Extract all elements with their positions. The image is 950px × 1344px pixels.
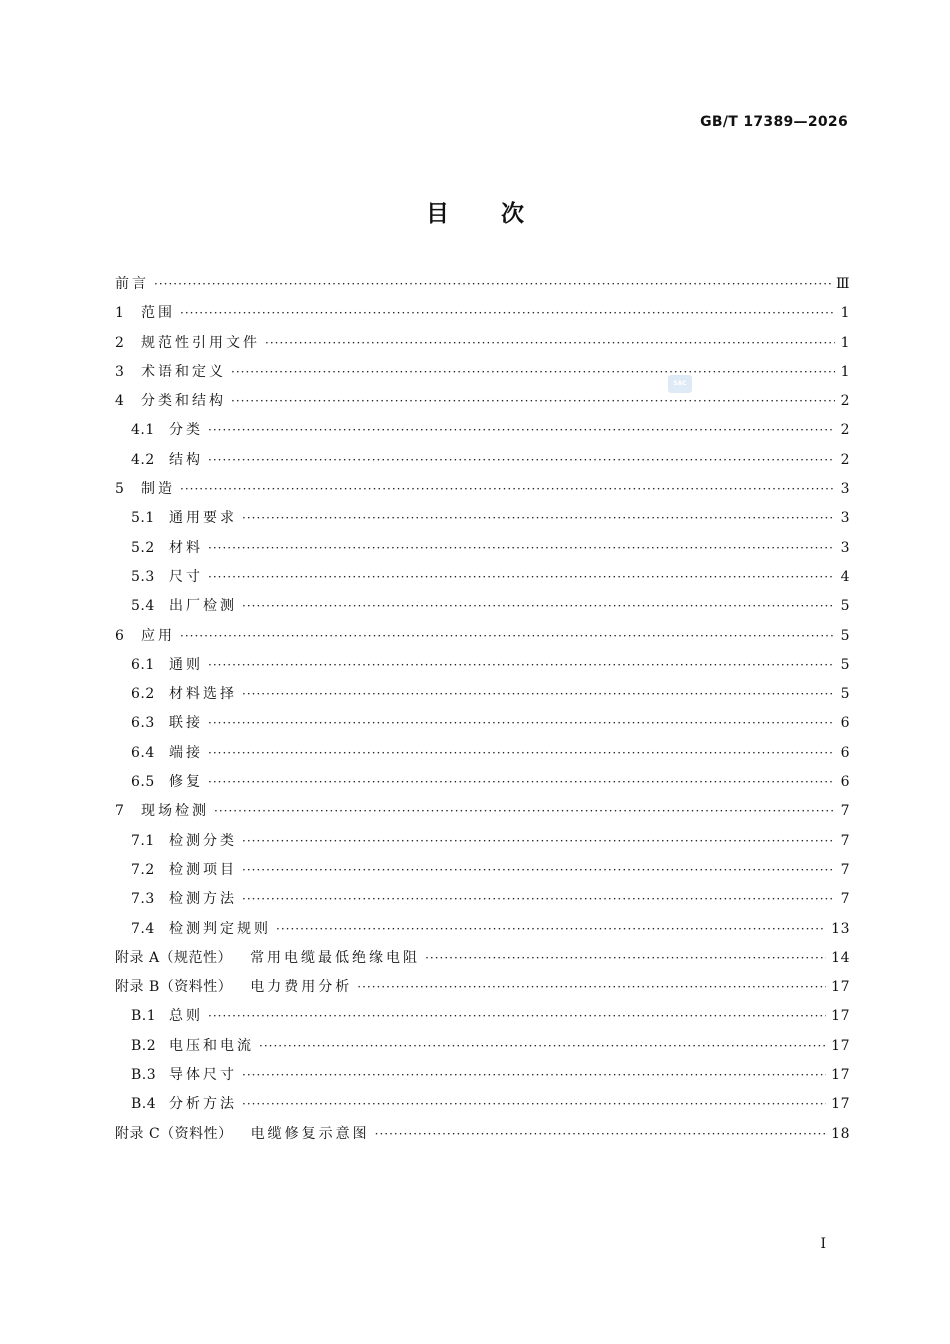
toc-entry-label: 联接 xyxy=(169,715,203,732)
toc-entry-label: 总则 xyxy=(169,1008,203,1025)
toc-entry-number: 7.1 xyxy=(131,832,155,849)
toc-entry-label: 分类和结构 xyxy=(141,393,226,410)
toc-leader-dots xyxy=(357,973,826,1002)
toc-entry-page: 5 xyxy=(840,686,850,703)
toc-entry-number: 5.3 xyxy=(131,568,155,585)
toc-entry-number: 3 xyxy=(115,363,125,380)
toc-entry-page: 2 xyxy=(840,451,850,468)
toc-entry[interactable] xyxy=(115,739,850,768)
toc-leader-dots xyxy=(242,885,835,914)
toc-entry-label: 通用要求 xyxy=(169,510,237,527)
toc-entry[interactable] xyxy=(115,446,850,475)
toc-list xyxy=(115,270,850,1149)
toc-entry-number: 4 xyxy=(115,393,125,410)
toc-leader-dots xyxy=(242,1090,826,1119)
toc-entry[interactable] xyxy=(115,973,850,1002)
toc-entry-page: 6 xyxy=(840,774,850,791)
toc-entry[interactable] xyxy=(115,856,850,885)
toc-entry-label: 材料选择 xyxy=(169,686,237,703)
toc-entry-label: 结构 xyxy=(169,451,203,468)
toc-entry[interactable] xyxy=(115,475,850,504)
toc-leader-dots xyxy=(208,651,835,680)
sac-watermark-logo: SAC xyxy=(668,375,692,393)
toc-leader-dots xyxy=(231,387,835,416)
toc-leader-dots xyxy=(180,475,835,504)
toc-leader-dots xyxy=(242,504,835,533)
toc-leader-dots xyxy=(231,358,835,387)
toc-entry[interactable] xyxy=(115,1120,850,1149)
toc-entry-label: 端接 xyxy=(169,744,203,761)
standard-code: GB/T 17389—2026 xyxy=(700,114,848,130)
toc-entry-page: 17 xyxy=(831,1067,850,1084)
toc-entry-page: 18 xyxy=(831,1125,850,1142)
toc-leader-dots xyxy=(208,1002,826,1031)
toc-leader-dots xyxy=(265,329,835,358)
toc-leader-dots xyxy=(208,534,835,563)
toc-entry[interactable] xyxy=(115,387,850,416)
toc-entry-label: 出厂检测 xyxy=(169,598,237,615)
toc-entry[interactable] xyxy=(115,270,850,299)
toc-entry-number: 6.4 xyxy=(131,744,155,761)
toc-entry[interactable] xyxy=(115,797,850,826)
toc-entry-page: Ⅲ xyxy=(835,276,850,292)
toc-leader-dots xyxy=(375,1120,827,1149)
toc-entry-page: 5 xyxy=(840,656,850,673)
toc-entry-number: B.1 xyxy=(131,1008,157,1025)
toc-entry-page: 1 xyxy=(840,334,850,351)
toc-entry-label: 现场检测 xyxy=(141,803,209,820)
toc-entry-number: 7.2 xyxy=(131,861,155,878)
toc-entry[interactable] xyxy=(115,504,850,533)
toc-entry-page: 14 xyxy=(831,949,850,966)
page-number: Ⅰ xyxy=(820,1236,826,1252)
toc-entry-label: 电力费用分析 xyxy=(250,979,353,996)
toc-leader-dots xyxy=(425,944,826,973)
toc-leader-dots xyxy=(242,680,835,709)
toc-entry-number: 6.2 xyxy=(131,686,155,703)
toc-entry-page: 1 xyxy=(840,363,850,380)
toc-leader-dots xyxy=(242,592,835,621)
toc-entry-number: 2 xyxy=(115,334,125,351)
toc-leader-dots xyxy=(208,739,835,768)
toc-entry-number: B.4 xyxy=(131,1096,157,1113)
toc-entry[interactable] xyxy=(115,299,850,328)
toc-entry[interactable] xyxy=(115,915,850,944)
toc-entry-label: 检测项目 xyxy=(169,861,237,878)
toc-entry-number: 4.2 xyxy=(131,451,155,468)
toc-entry[interactable] xyxy=(115,651,850,680)
toc-entry-page: 7 xyxy=(840,803,850,820)
toc-leader-dots xyxy=(208,709,835,738)
toc-entry-number: 7.4 xyxy=(131,920,155,937)
toc-entry-number: 附录 B（资料性） xyxy=(115,979,233,996)
toc-entry-label: 修复 xyxy=(169,774,203,791)
toc-entry-page: 6 xyxy=(840,715,850,732)
toc-entry[interactable] xyxy=(115,709,850,738)
toc-entry[interactable] xyxy=(115,592,850,621)
toc-leader-dots xyxy=(154,270,831,299)
toc-leader-dots xyxy=(208,446,835,475)
toc-entry-page: 5 xyxy=(840,598,850,615)
toc-entry-page: 3 xyxy=(840,539,850,556)
toc-entry-label: 检测分类 xyxy=(169,832,237,849)
toc-entry-page: 5 xyxy=(840,627,850,644)
toc-entry[interactable] xyxy=(115,534,850,563)
toc-entry-page: 13 xyxy=(831,920,850,937)
toc-entry-label: 通则 xyxy=(169,656,203,673)
toc-entry[interactable] xyxy=(115,944,850,973)
toc-entry-page: 17 xyxy=(831,979,850,996)
toc-entry-page: 1 xyxy=(840,305,850,322)
toc-entry-number: 7 xyxy=(115,803,125,820)
toc-entry-number: 附录 A（规范性） xyxy=(115,949,233,966)
toc-entry[interactable] xyxy=(115,768,850,797)
toc-leader-dots xyxy=(208,768,835,797)
toc-entry-label: 范围 xyxy=(141,305,175,322)
toc-entry-label: 分类 xyxy=(169,422,203,439)
toc-entry-label: 制造 xyxy=(141,481,175,498)
toc-leader-dots xyxy=(242,1061,826,1090)
toc-entry[interactable] xyxy=(115,885,850,914)
toc-entry[interactable] xyxy=(115,1090,850,1119)
toc-entry-label: 术语和定义 xyxy=(141,363,226,380)
toc-leader-dots xyxy=(259,1032,826,1061)
toc-title-char-2: 次 xyxy=(501,201,524,227)
toc-entry-label: 电压和电流 xyxy=(169,1037,254,1054)
toc-entry-label: 尺寸 xyxy=(169,568,203,585)
toc-entry-page: 2 xyxy=(840,393,850,410)
toc-entry-label: 应用 xyxy=(141,627,175,644)
toc-leader-dots xyxy=(208,563,835,592)
toc-entry-number: 6.1 xyxy=(131,656,155,673)
toc-entry-page: 4 xyxy=(840,568,850,585)
toc-entry-label: 分析方法 xyxy=(169,1096,237,1113)
toc-entry-number: 6.5 xyxy=(131,774,155,791)
toc-entry-label: 导体尺寸 xyxy=(169,1067,237,1084)
toc-entry[interactable] xyxy=(115,622,850,651)
toc-entry-page: 2 xyxy=(840,422,850,439)
toc-entry-number: 4.1 xyxy=(131,422,155,439)
toc-entry-number: 6.3 xyxy=(131,715,155,732)
toc-entry-page: 6 xyxy=(840,744,850,761)
toc-leader-dots xyxy=(180,299,835,328)
toc-entry[interactable] xyxy=(115,416,850,445)
toc-entry[interactable] xyxy=(115,329,850,358)
toc-entry-number: 6 xyxy=(115,627,125,644)
toc-entry[interactable] xyxy=(115,1032,850,1061)
toc-leader-dots xyxy=(208,416,835,445)
toc-entry-page: 17 xyxy=(831,1037,850,1054)
toc-entry-label: 检测方法 xyxy=(169,891,237,908)
toc-entry-page: 17 xyxy=(831,1008,850,1025)
toc-entry-page: 7 xyxy=(840,832,850,849)
toc-entry[interactable] xyxy=(115,563,850,592)
toc-leader-dots xyxy=(242,856,835,885)
toc-title xyxy=(0,195,950,228)
toc-entry-label: 前言 xyxy=(115,276,149,292)
toc-leader-dots xyxy=(242,827,835,856)
toc-entry[interactable] xyxy=(115,680,850,709)
toc-entry[interactable] xyxy=(115,1061,850,1090)
toc-entry-number: 7.3 xyxy=(131,891,155,908)
toc-entry-number: B.3 xyxy=(131,1067,157,1084)
toc-entry[interactable] xyxy=(115,358,850,387)
toc-entry-label: 电缆修复示意图 xyxy=(250,1125,370,1142)
toc-leader-dots xyxy=(214,797,835,826)
toc-entry-number: B.2 xyxy=(131,1037,157,1054)
toc-entry-page: 3 xyxy=(840,481,850,498)
toc-entry[interactable] xyxy=(115,827,850,856)
toc-entry-number: 附录 C（资料性） xyxy=(115,1125,233,1142)
toc-entry-page: 3 xyxy=(840,510,850,527)
toc-entry-number: 1 xyxy=(115,305,125,322)
toc-entry-label: 常用电缆最低绝缘电阻 xyxy=(250,949,421,966)
toc-entry-label: 规范性引用文件 xyxy=(141,334,260,351)
toc-entry-page: 17 xyxy=(831,1096,850,1113)
toc-entry[interactable] xyxy=(115,1002,850,1031)
toc-entry-number: 5 xyxy=(115,481,125,498)
toc-entry-number: 5.1 xyxy=(131,510,155,527)
toc-leader-dots xyxy=(180,622,835,651)
toc-entry-label: 检测判定规则 xyxy=(169,920,271,937)
toc-entry-number: 5.2 xyxy=(131,539,155,556)
toc-entry-page: 7 xyxy=(840,891,850,908)
toc-entry-number: 5.4 xyxy=(131,598,155,615)
toc-leader-dots xyxy=(276,915,826,944)
toc-title-char-1: 目 xyxy=(426,201,449,227)
toc-entry-page: 7 xyxy=(840,861,850,878)
toc-entry-label: 材料 xyxy=(169,539,203,556)
